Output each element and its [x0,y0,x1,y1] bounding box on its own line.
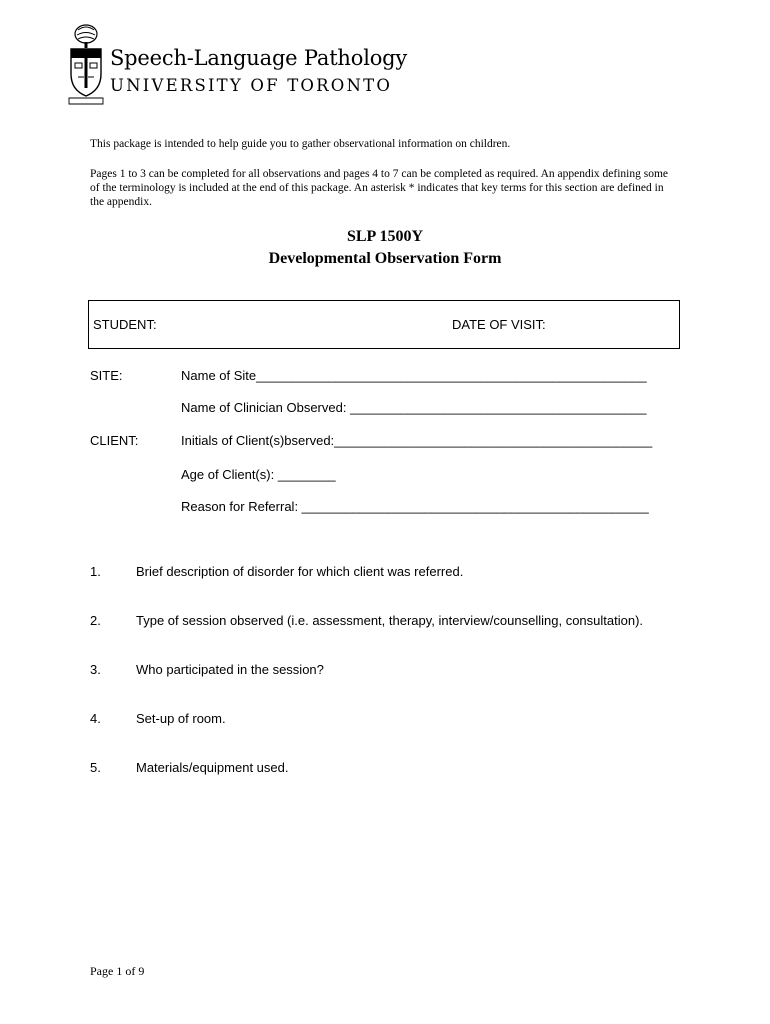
client-age-field: Age of Client(s): ________ [181,467,336,482]
site-label: SITE: [90,368,123,383]
clinician-observed-field: Name of Clinician Observed: _________________________________________ [181,400,647,415]
student-info-box [88,300,680,349]
question-number: 5. [90,760,101,775]
student-label: STUDENT: [93,317,157,332]
question-text: Set-up of room. [136,711,226,726]
question-text: Type of session observed (i.e. assessment, therapy, interview/counselling, consultation). [136,613,644,628]
page-number: Page 1 of 9 [90,964,145,978]
question-text: Materials/equipment used. [136,760,289,775]
name-of-site-field: Name of Site______________________________________________________ [181,368,647,383]
client-initials-field: Initials of Client(s)bserved:____________________________________________ [181,433,653,448]
intro-paragraph-2: Pages 1 to 3 can be completed for all observations and pages 4 to 7 can be completed as required. An appendix defining some of the terminology is included at the end of this package. An asterisk * indicates that key terms for this section are defined in the appendix. [90,168,669,208]
intro-paragraph-1: This package is intended to help guide you to gather observational information on children. [90,138,511,150]
university-name: UNIVERSITY OF TORONTO [110,76,393,95]
date-of-visit-label: DATE OF VISIT: [452,317,546,332]
department-name: Speech-Language Pathology [110,46,408,70]
reason-for-referral-field: Reason for Referral: ________________________________________________ [181,499,649,514]
question-number: 1. [90,564,101,579]
course-code: SLP 1500Y [346,228,423,245]
question-text: Brief description of disorder for which client was referred. [136,564,464,579]
question-number: 3. [90,662,101,677]
client-label: CLIENT: [90,433,139,448]
university-crest-icon [66,22,106,106]
form-title: Developmental Observation Form [268,250,502,267]
question-text: Who participated in the session? [136,662,324,677]
question-number: 4. [90,711,101,726]
question-number: 2. [90,613,101,628]
